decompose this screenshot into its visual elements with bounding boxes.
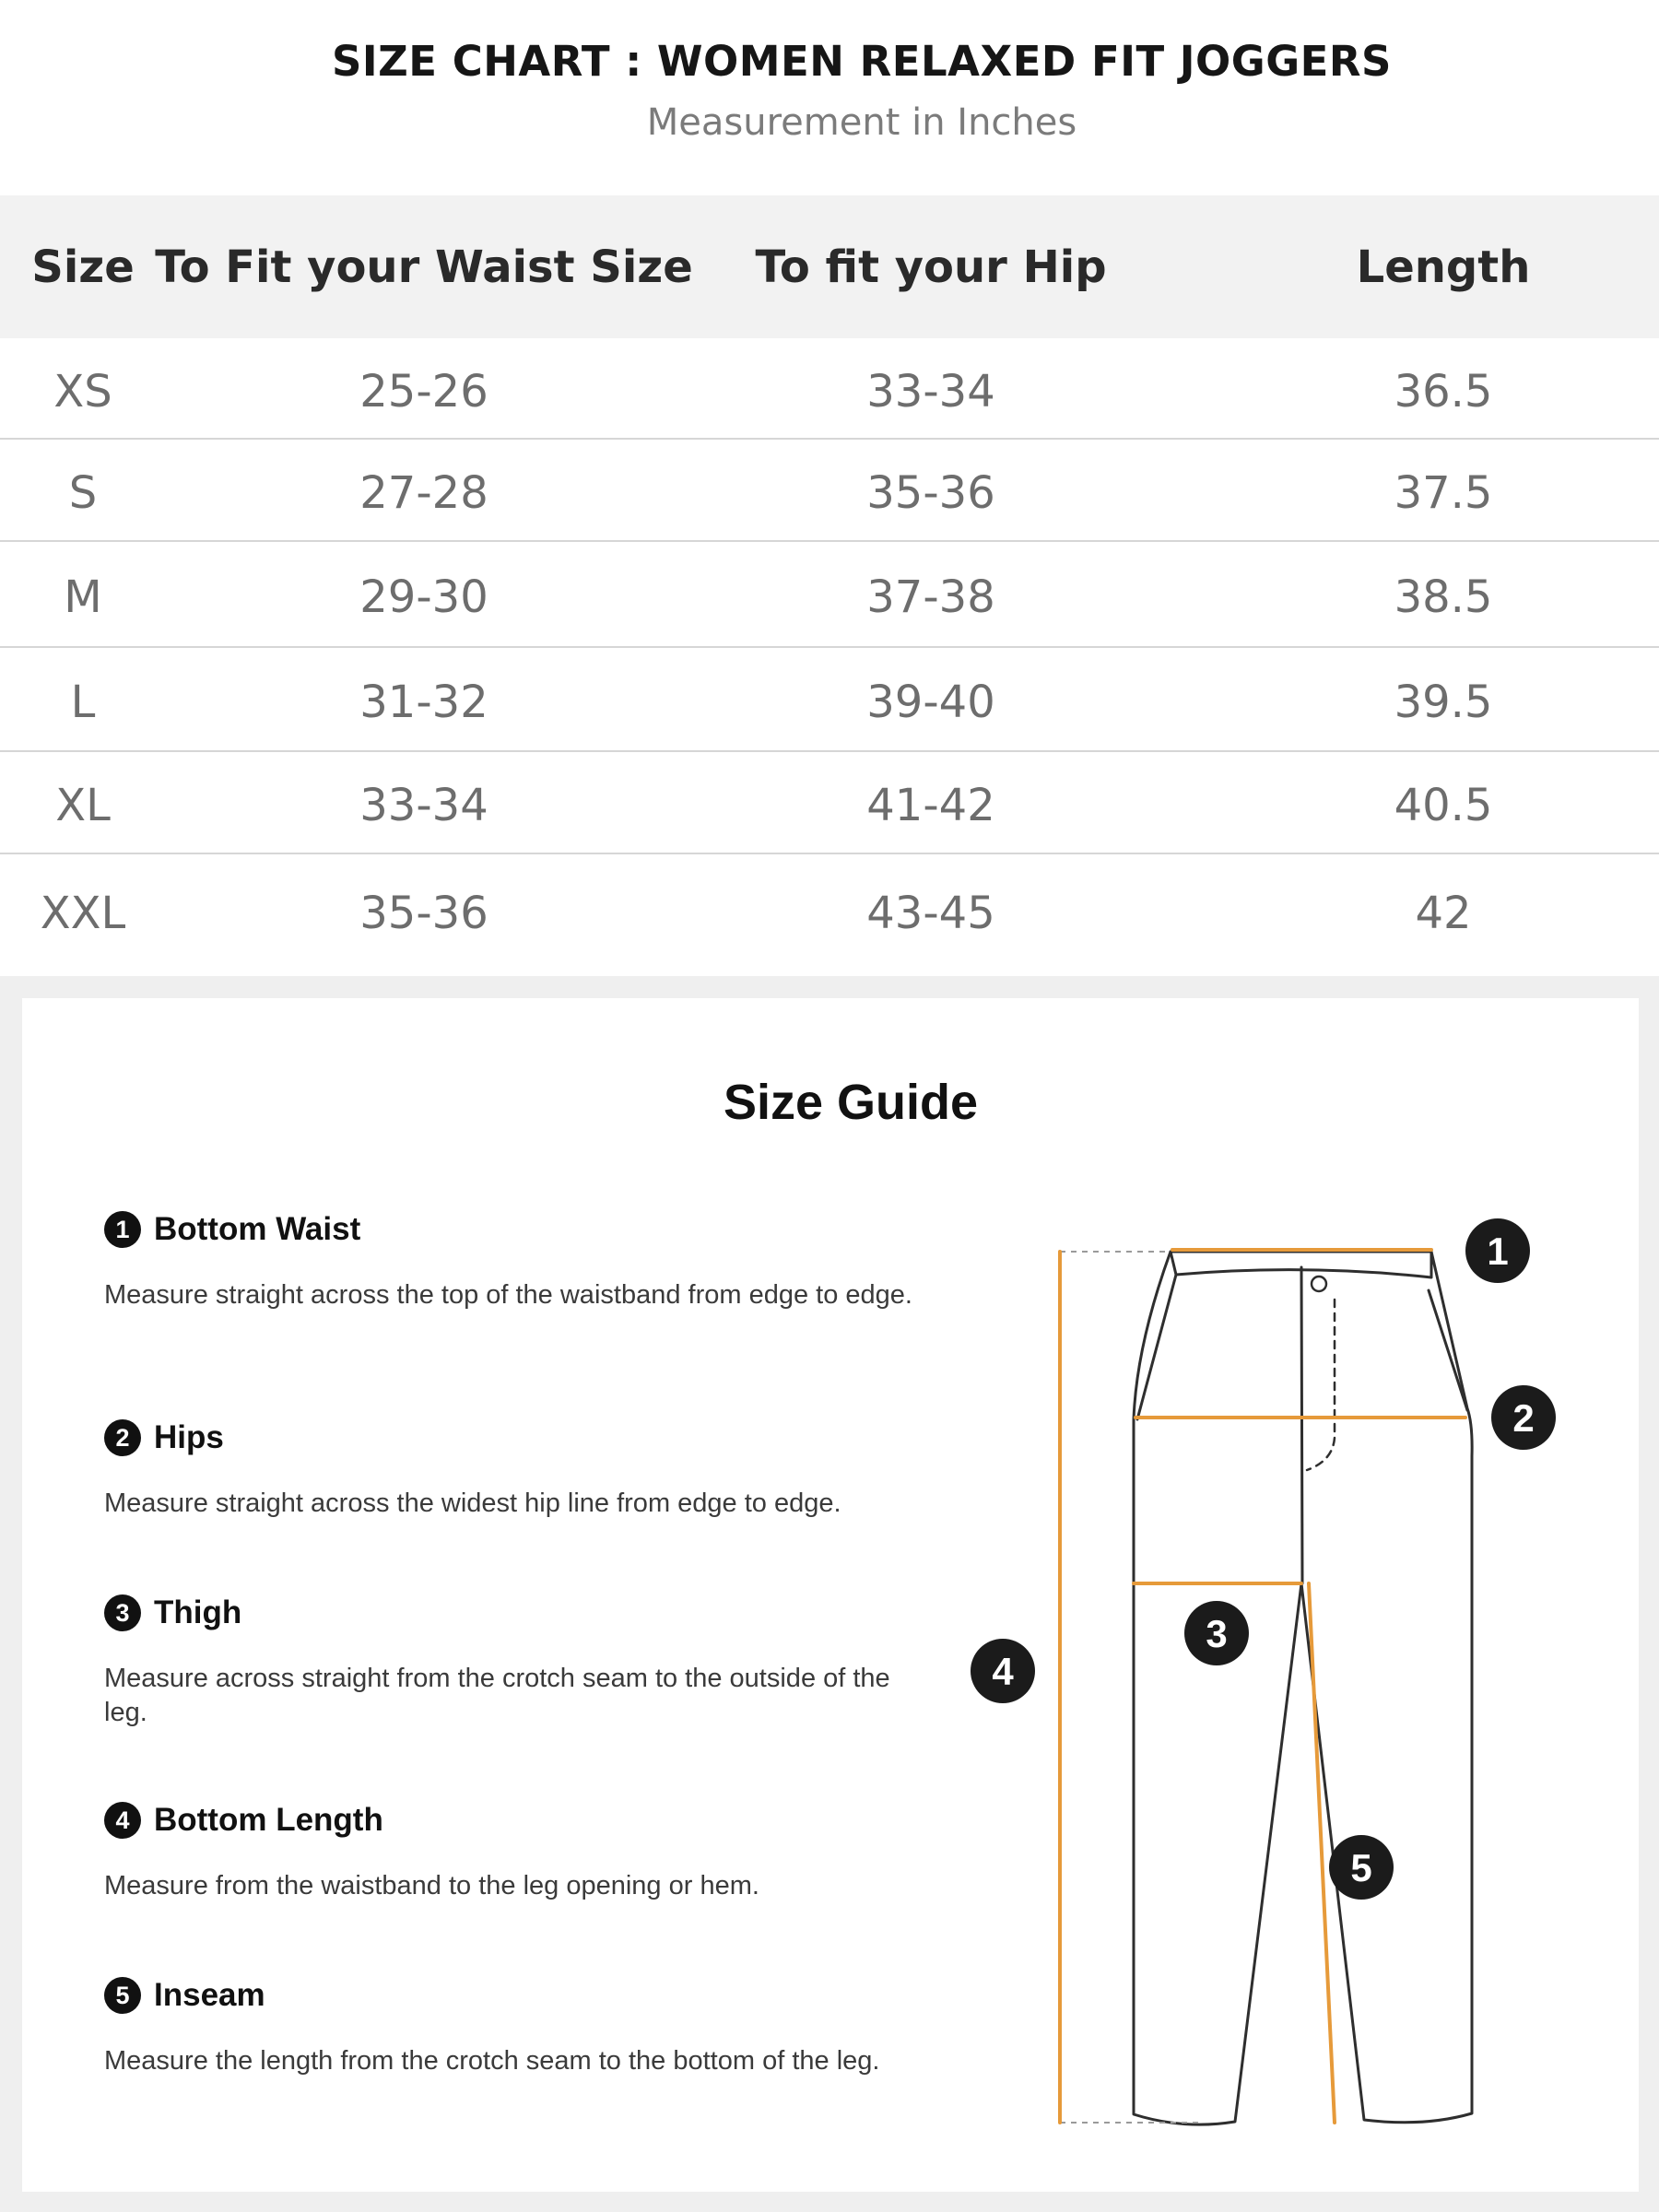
cell-waist: 33-34	[359, 780, 488, 831]
step-number-badge: 5	[104, 1977, 141, 2014]
step-number-badge: 4	[104, 1802, 141, 1839]
cell-waist: 25-26	[359, 366, 488, 418]
table-row	[0, 854, 1659, 976]
pants-measurement-diagram	[959, 1198, 1604, 2147]
cell-size: S	[68, 467, 98, 519]
marker-5	[1329, 1835, 1394, 1900]
cell-hip: 33-34	[866, 366, 995, 418]
cell-hip: 41-42	[866, 780, 995, 831]
chart-header	[0, 0, 1659, 195]
step-title: Thigh	[154, 1594, 242, 1630]
cell-length: 39.5	[1394, 677, 1493, 728]
table-row	[0, 542, 1659, 647]
cell-waist: 31-32	[359, 677, 488, 728]
cell-hip: 43-45	[866, 888, 995, 939]
guide-step-bottom-waist	[104, 1211, 915, 1312]
step-title: Bottom Waist	[154, 1211, 361, 1247]
step-description: Measure across straight from the crotch seam to the outside of the leg.	[104, 1664, 890, 1727]
step-description: Measure straight across the top of the waistband from edge to edge.	[104, 1280, 912, 1310]
column-header-size: Size	[31, 241, 135, 293]
cell-waist: 27-28	[359, 467, 488, 519]
size-table	[0, 195, 1659, 976]
fly-stitch-icon	[1307, 1300, 1335, 1470]
marker-5-label: 5	[1350, 1846, 1372, 1889]
step-description: Measure from the waistband to the leg opening or hem.	[104, 1871, 759, 1900]
cell-size: XS	[53, 366, 112, 418]
step-description: Measure straight across the widest hip line from edge to edge.	[104, 1488, 841, 1518]
marker-2-label: 2	[1512, 1396, 1535, 1440]
step-number-badge: 2	[104, 1419, 141, 1456]
cell-length: 40.5	[1394, 780, 1493, 831]
column-header-hip: To fit your Hip	[755, 241, 1107, 293]
marker-1-label: 1	[1487, 1230, 1509, 1273]
step-number-badge: 1	[104, 1211, 141, 1248]
page-subtitle: Measurement in Inches	[646, 101, 1077, 144]
column-header-length: Length	[1356, 241, 1531, 293]
cell-length: 38.5	[1394, 571, 1493, 623]
table-row	[0, 338, 1659, 440]
marker-1	[1465, 1218, 1530, 1283]
cell-length: 36.5	[1394, 366, 1493, 418]
marker-4	[971, 1639, 1035, 1703]
size-guide-title: Size Guide	[723, 1075, 979, 1130]
guide-step-thigh	[104, 1594, 915, 1730]
step-title: Inseam	[154, 1977, 265, 2013]
table-row	[0, 752, 1659, 853]
button-icon	[1312, 1277, 1326, 1291]
table-row	[0, 648, 1659, 751]
guide-step-hips	[104, 1419, 915, 1521]
marker-3	[1184, 1601, 1249, 1665]
guide-step-inseam	[104, 1977, 915, 2078]
cell-hip: 39-40	[866, 677, 995, 728]
cell-hip: 35-36	[866, 467, 995, 519]
table-header	[0, 195, 1659, 338]
cell-size: L	[70, 677, 96, 728]
marker-4-label: 4	[992, 1650, 1014, 1693]
cell-waist: 29-30	[359, 571, 488, 623]
guide-step-bottom-length	[104, 1802, 915, 1903]
inseam-measure-line	[1309, 1583, 1335, 2123]
table-body	[0, 338, 1659, 976]
column-header-waist: To Fit your Waist Size	[155, 241, 693, 293]
marker-3-label: 3	[1206, 1612, 1228, 1655]
cell-size: XL	[55, 780, 111, 831]
cell-size: XXL	[40, 888, 126, 939]
table-row	[0, 440, 1659, 541]
cell-length: 37.5	[1394, 467, 1493, 519]
step-title: Bottom Length	[154, 1802, 383, 1838]
right-pocket-icon	[1429, 1290, 1467, 1410]
center-seam-icon	[1301, 1267, 1302, 1583]
marker-2	[1491, 1385, 1556, 1450]
cell-hip: 37-38	[866, 571, 995, 623]
page-title: SIZE CHART : WOMEN RELAXED FIT JOGGERS	[332, 37, 1392, 86]
step-description: Measure the length from the crotch seam to the bottom of the leg.	[104, 2046, 880, 2076]
step-number-badge: 3	[104, 1594, 141, 1631]
step-title: Hips	[154, 1419, 224, 1455]
cell-waist: 35-36	[359, 888, 488, 939]
cell-length: 42	[1415, 888, 1472, 939]
cell-size: M	[64, 571, 102, 623]
